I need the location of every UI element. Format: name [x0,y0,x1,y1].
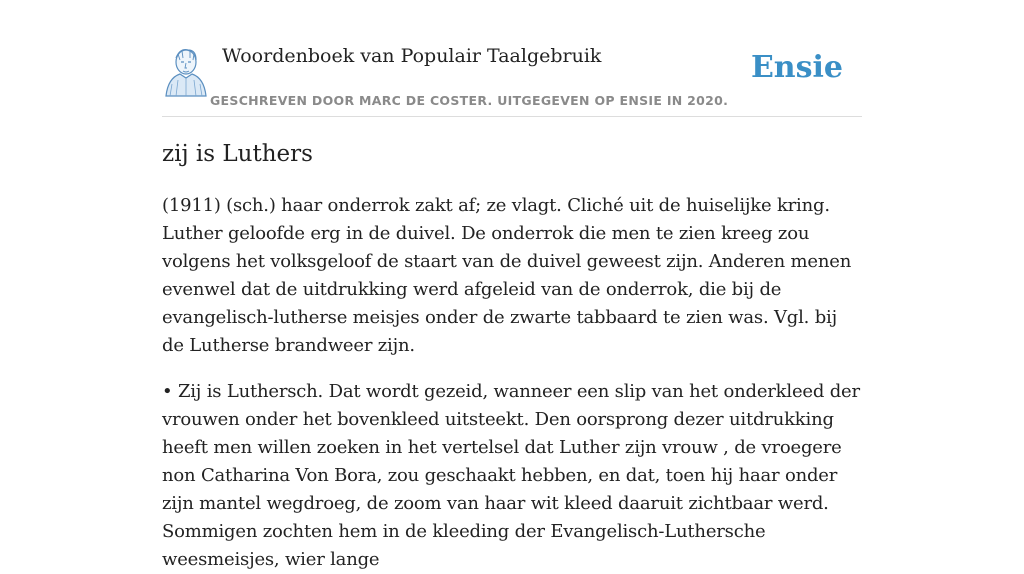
author-portrait-icon [162,46,210,96]
ensie-logo[interactable]: Ensie [750,50,843,85]
author-byline: GESCHREVEN DOOR MARC DE COSTER. UITGEGEVEN OP ENSIE IN 2020. [210,93,729,108]
entry-paragraph: • Zij is Luthersch. Dat wordt gezeid, wanneer een slip van het onderkleed der vrouwen onder het bovenkleed uitsteekt. Den oorsprong dezer uitdrukking heeft men willen zoeken in het vertelsel dat Luther zijn vrouw , de vroegere non Catharina Von Bora, zou geschaakt hebben, en dat, toen hij haar onder zijn mantel wegdroeg, de zoom van haar wit kleed daaruit zichtbaar werd. Sommigen zochten hem in de kleeding der Evangelisch-Luthersche weesmeisjes, wier lange [162,381,860,570]
book-title[interactable]: Woordenboek van Populair Taalgebruik [222,45,602,67]
entry-content [162,138,864,574]
entry-paragraph: (1911) (sch.) haar onderrok zakt af; ze vlagt. Cliché uit de huiselijke kring. Luther geloofde erg in de duivel. De onderrok die men te zien kreeg zou volgens het volksgeloof de staart van de duivel geweest zijn. Anderen menen evenwel dat de uitdrukking werd afgeleid van de onderrok, die bij de evangelisch-lutherse meisjes onder de zwarte tabbaard te zien was. Vgl. bij de Lutherse brandweer zijn. [162,195,852,356]
entry-title: zij is Luthers [162,141,313,167]
book-header [162,40,862,117]
